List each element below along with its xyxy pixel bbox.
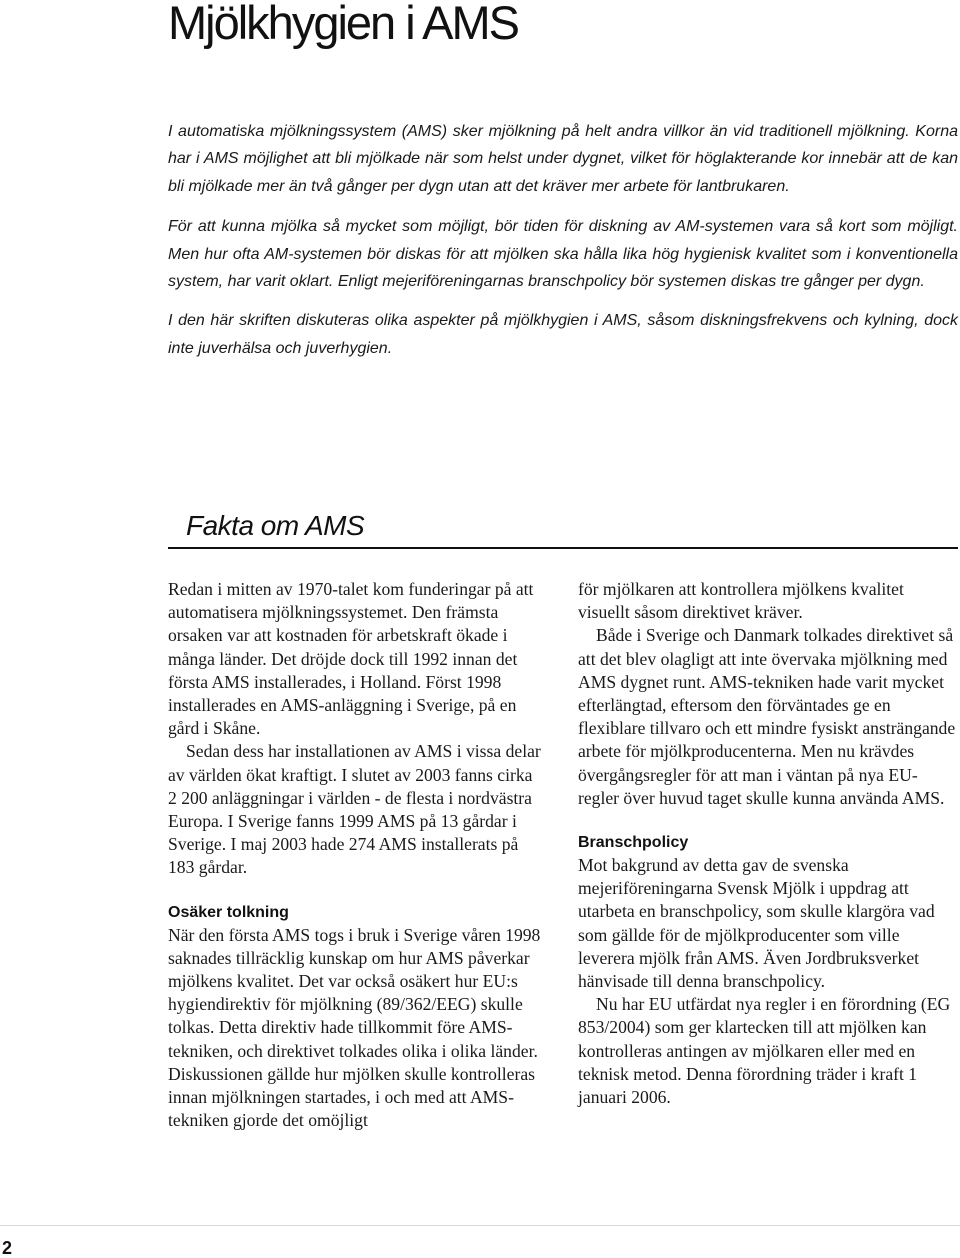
- subheading-osaker-tolkning: Osäker tolkning: [168, 903, 289, 921]
- body-paragraph: Mot bakgrund av detta gav de svenska mejeriföreningarna Svensk Mjölk i uppdrag att utarbeta en branschpolicy, som skulle klargöra vad som gällde för de mjölkproducenter som ville leverera mjölk från AMS. Även Jordbruksverket hänvisade till denna branschpolicy.: [578, 855, 935, 992]
- intro-text: [168, 118, 958, 376]
- right-column: [578, 578, 958, 1109]
- footer-divider: [0, 1225, 960, 1226]
- subheading-branschpolicy: Branschpolicy: [578, 834, 689, 852]
- body-paragraph: När den första AMS togs i bruk i Sverige våren 1998 saknades tillräcklig kunskap om hur AMS påverkar mjölkens kvalitet. Det var också osäkert hur EU:s hygiendirektiv för mjölkning (89/362/EEG) skulle tolkas. Detta direktiv hade tillkommit före AMS-tekniken, och direktivet tolkades olika i olika länder. Diskussionen gällde hur mjölken skulle kontrolleras innan mjölkningen startades, i och med att AMS-tekniken gjorde det omöjligt: [168, 924, 541, 1131]
- page-title: Mjölkhygien i AMS: [168, 0, 518, 49]
- intro-paragraph-3: I den här skriften diskuteras olika aspekter på mjölkhygien i AMS, såsom diskningsfrekvens och kylning, dock inte juverhälsa och juverhygien.: [168, 312, 958, 357]
- left-column: [168, 578, 542, 1132]
- body-paragraph: Sedan dess har installationen av AMS i vissa delar av världen ökat kraftigt. I slutet av 2003 fanns cirka 2 200 anläggningar i världen - de flesta i nordvästra Europa. I Sverige fanns 1999 AMS på 13 gårdar i Sverige. I maj 2003 hade 274 AMS installerats på 183 gårdar.: [168, 741, 541, 878]
- intro-paragraph-2: För att kunna mjölka så mycket som möjligt, bör tiden för diskning av AM-systemen vara så kort som möjligt. Men hur ofta AM-systemen bör diskas för att mjölken ska hålla lika hög hygienisk kvalitet som i konventionella system, har varit oklart. Enligt mejeriföreningarnas branschpolicy bör systemen diskas tre gånger per dygn.: [168, 218, 958, 291]
- section-heading: Fakta om AMS: [186, 510, 365, 541]
- page-number: 2: [2, 1238, 13, 1258]
- section-divider: [168, 547, 958, 549]
- body-paragraph: Nu har EU utfärdat nya regler i en förordning (EG 853/2004) som ger klartecken till att mjölken kan kontrolleras antingen av mjölkaren eller med en teknisk metod. Denna förordning träder i kraft 1 januari 2006.: [578, 994, 951, 1108]
- body-paragraph: Redan i mitten av 1970-talet kom funderingar på att automatisera mjölkningssystemet. Den främsta orsaken var att kostnaden för arbetskraft ökade i många länder. Det dröjde dock till 1992 innan det första AMS installerades, i Holland. Först 1998 installerades en AMS-anläggning i Sverige, på en gård i Skåne.: [168, 579, 534, 739]
- body-paragraph: för mjölkaren att kontrollera mjölkens kvalitet visuellt såsom direktivet kräver.: [578, 579, 904, 623]
- body-paragraph: Både i Sverige och Danmark tolkades direktivet så att det blev olagligt att inte övervaka mjölkning med AMS dygnet runt. AMS-tekniken hade varit mycket efterlängtad, eftersom den förväntades ge en flexiblare tillvaro och ett mindre fysiskt ansträngande arbete för mjölkproducenterna. Men nu krävdes övergångsregler för att man i väntan på nya EU-regler över huvud taget skulle kunna använda AMS.: [578, 625, 956, 808]
- intro-paragraph-1: I automatiska mjölkningssystem (AMS) sker mjölkning på helt andra villkor än vid traditionell mjölkning. Korna har i AMS möjlighet att bli mjölkade när som helst under dygnet, vilket för höglakterande kor innebär att de kan bli mjölkade mer än två gånger per dygn utan att det kräver mer arbete för lantbrukaren.: [168, 123, 958, 195]
